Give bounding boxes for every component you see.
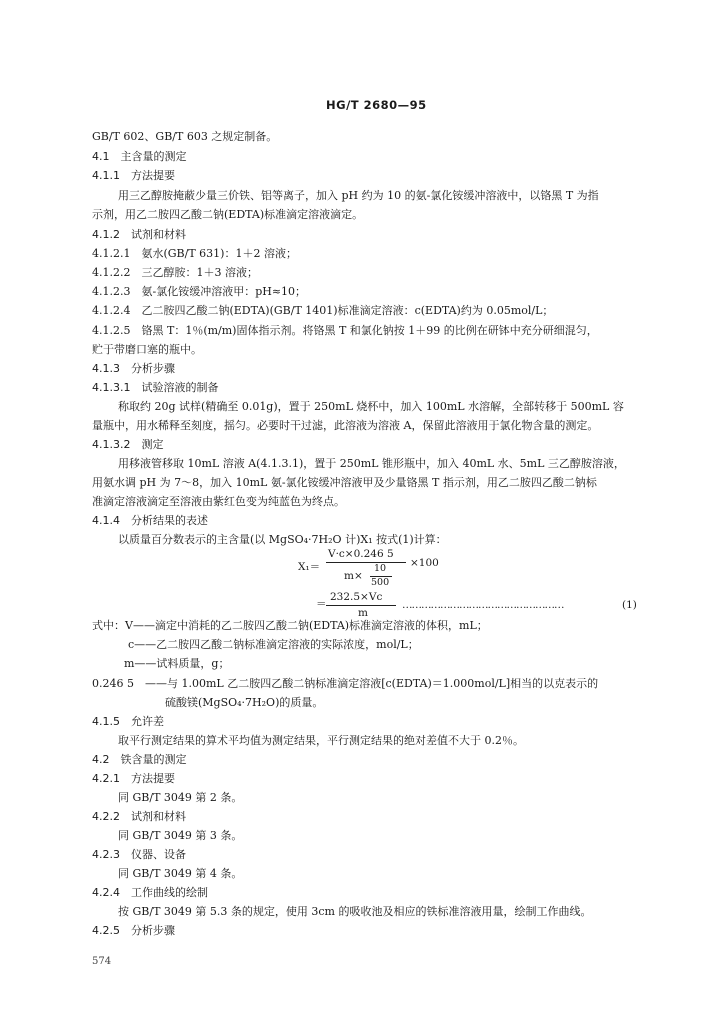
text-line: 同 GB/T 3049 第 2 条。 (118, 791, 243, 804)
text-line: 称取约 20g 试样(精确至 0.01g)，置于 250mL 烧杯中，加入 100mL 水溶解，全部转移于 500mL 容 (118, 400, 624, 413)
formula-equals: ＝ (316, 598, 327, 610)
section-heading: 4.1.5 允许差 (92, 715, 164, 728)
text-line: 同 GB/T 3049 第 4 条。 (118, 867, 243, 880)
section-heading: 4.1.3 分析步骤 (92, 362, 175, 375)
formula-inner-denominator: 500 (371, 577, 390, 588)
formula-denominator-2: m (358, 607, 368, 619)
text-line: c——乙二胺四乙酸二钠标准滴定溶液的实际浓度，mol/L； (128, 638, 419, 651)
section-heading: 4.1.2 试剂和材料 (92, 228, 186, 241)
text-line: 用三乙醇胺掩蔽少量三价铁、铝等离子，加入 pH 约为 10 的氨-氯化铵缓冲溶液中，以铬黑 T 为指 (118, 189, 599, 202)
text-line: 按 GB/T 3049 第 5.3 条的规定，使用 3cm 的吸收池及相应的铁标准溶液用量，绘制工作曲线。 (118, 905, 592, 918)
section-heading: 4.2.5 分析步骤 (92, 924, 175, 937)
section-heading: 4.2 铁含量的测定 (92, 753, 187, 766)
equation-number: (1) (622, 599, 637, 611)
formula-denominator-prefix: m× (344, 570, 363, 582)
text-line: 4.1.2.2 三乙醇胺：1＋3 溶液； (92, 266, 258, 279)
text-line: 4.1.2.4 乙二胺四乙酸二钠(EDTA)(GB/T 1401)标准滴定溶液：c(EDTA)约为 0.05mol/L； (92, 304, 554, 317)
text-line: 以质量百分数表示的主含量(以 MgSO₄·7H₂O 计)X₁ 按式(1)计算： (118, 533, 447, 546)
text-line: 用移液管移取 10mL 溶液 A(4.1.3.1)，置于 250mL 锥形瓶中，加入 40mL 水、5mL 三乙醇胺溶液， (118, 457, 625, 470)
page-number: 574 (92, 956, 112, 967)
text-line: GB/T 602、GB/T 603 之规定制备。 (92, 130, 278, 143)
text-line: 量瓶中，用水稀释至刻度，摇匀。必要时干过滤，此溶液为溶液 A，保留此溶液用于氯化物含量的测定。 (92, 419, 599, 432)
section-heading: 4.1.3.2 测定 (92, 438, 164, 451)
text-line: 用氨水调 pH 为 7～8，加入 10mL 氨-氯化铵缓冲溶液甲及少量铬黑 T 指示剂，用乙二胺四乙酸二钠标 (92, 476, 597, 489)
text-line: 示剂，用乙二胺四乙酸二钠(EDTA)标准滴定溶液滴定。 (92, 208, 364, 221)
text-line: 4.1.2.5 铬黑 T：1％(m/m)固体指示剂。将铬黑 T 和氯化钠按 1＋99 的比例在研钵中充分研细混匀， (92, 324, 598, 337)
fraction-bar (326, 562, 406, 563)
section-heading: 4.2.4 工作曲线的绘制 (92, 886, 208, 899)
section-heading: 4.1 主含量的测定 (92, 150, 187, 163)
section-heading: 4.2.2 试剂和材料 (92, 810, 186, 823)
page-header: HG/T 2680—95 (326, 98, 427, 112)
section-heading: 4.1.4 分析结果的表述 (92, 514, 208, 527)
formula-numerator: V·c×0.246 5 (328, 548, 394, 560)
formula-lhs: X₁＝ (298, 561, 321, 573)
section-heading: 4.1.3.1 试验溶液的制备 (92, 381, 219, 394)
text-line: 4.1.2.1 氨水(GB/T 631)：1＋2 溶液； (92, 247, 297, 260)
text-line: 硫酸镁(MgSO₄·7H₂O)的质量。 (165, 696, 324, 709)
text-line: 贮于带磨口塞的瓶中。 (92, 343, 202, 356)
fraction-bar-2 (326, 605, 396, 606)
text-line: 式中：V——滴定中消耗的乙二胺四乙酸二钠(EDTA)标准滴定溶液的体积，mL； (92, 619, 488, 632)
text-line: 取平行测定结果的算术平均值为测定结果，平行测定结果的绝对差值不大于 0.2％。 (118, 734, 524, 747)
formula-numerator-2: 232.5×Vc (330, 591, 383, 603)
text-line: 准滴定溶液滴定至溶液由紫红色变为纯蓝色为终点。 (92, 495, 345, 508)
text-line: m——试料质量，g； (124, 657, 230, 670)
text-line: 0.246 5 ——与 1.00mL 乙二胺四乙酸二钠标准滴定溶液[c(EDTA)＝1.000mol/L]相当的以克表示的 (92, 677, 599, 690)
section-heading: 4.2.1 方法提要 (92, 772, 175, 785)
text-line: 4.1.2.3 氨-氯化铵缓冲溶液甲：pH≈10； (92, 285, 307, 298)
section-heading: 4.2.3 仪器、设备 (92, 848, 186, 861)
formula-times-100: ×100 (410, 557, 439, 569)
text-line: 同 GB/T 3049 第 3 条。 (118, 829, 243, 842)
formula-dots: …………………………………………… (402, 599, 564, 611)
formula-inner-numerator: 10 (374, 563, 387, 574)
section-heading: 4.1.1 方法提要 (92, 169, 175, 182)
